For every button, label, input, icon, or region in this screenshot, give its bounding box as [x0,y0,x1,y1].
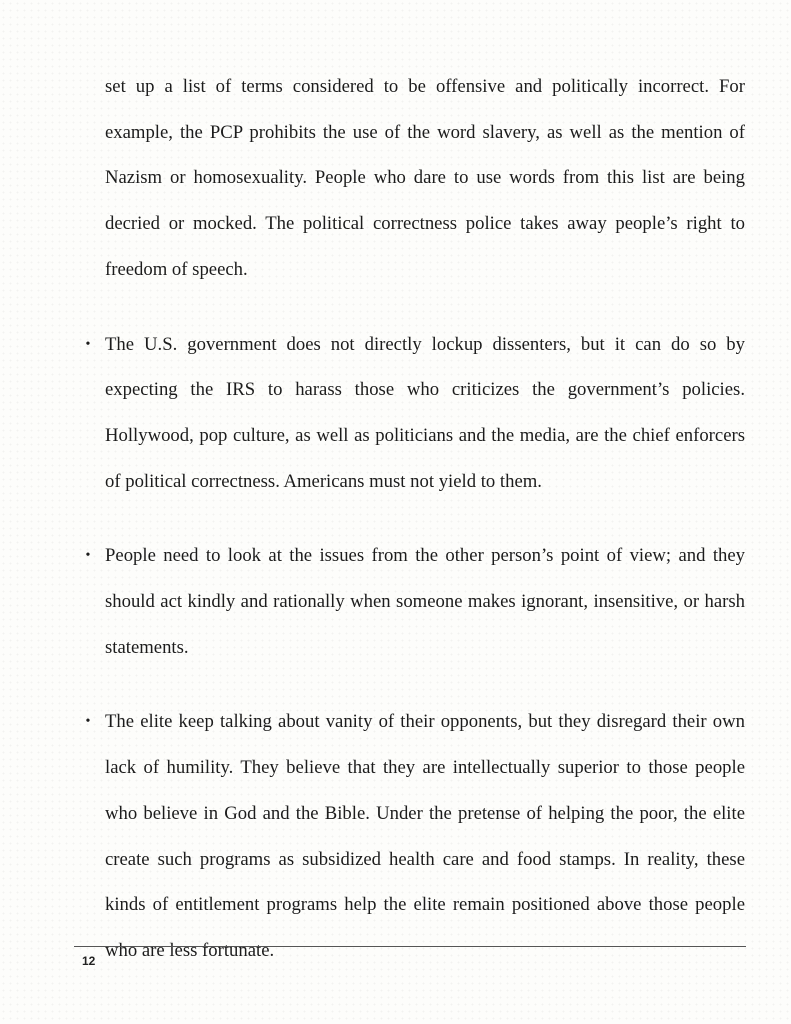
paragraph-continuation: set up a list of terms considered to be offensive and politically incorrect. For example, the PCP prohibits the use of the word slavery, as well as the mention of Nazism or homosexuality. People who dare to use words from this list are being decried or mocked. The political correctness police takes away people’s right to freedom of speech. [105,76,745,280]
bullet-icon: • [85,336,91,352]
bullet-icon: • [85,714,91,730]
paragraph-gap [105,293,745,322]
paragraph-gap [105,670,745,699]
bullet-item-irs [85,322,745,505]
footer-rule [74,946,746,947]
bullet-icon: • [85,548,91,564]
page-number: 12 [82,954,96,968]
bullet-text: The U.S. government does not directly lockup dissenters, but it can do so by expecting the IRS to harass those who criticizes the government’s policies. Hollywood, pop culture, as well as politicians and the media, are the chief enforcers of political correctness. Americans must not yield to them. [105,333,745,492]
bullet-text: People need to look at the issues from the other person’s point of view; and they should act kindly and rationally when someone makes ignorant, insensitive, or harsh statements. [105,545,745,658]
bullet-text: The elite keep talking about vanity of their opponents, but they disregard their own lack of humility. They believe that they are intellectually superior to those people who believe in God and the Bible. Under the pretense of helping the poor, the elite create such programs as subsidized health care and food stamps. In reality, these kinds of entitlement programs help the elite remain positioned above those people who are less fortunate. [105,711,745,961]
paragraph-gap [105,504,745,533]
bullet-item-point-of-view [85,533,745,670]
